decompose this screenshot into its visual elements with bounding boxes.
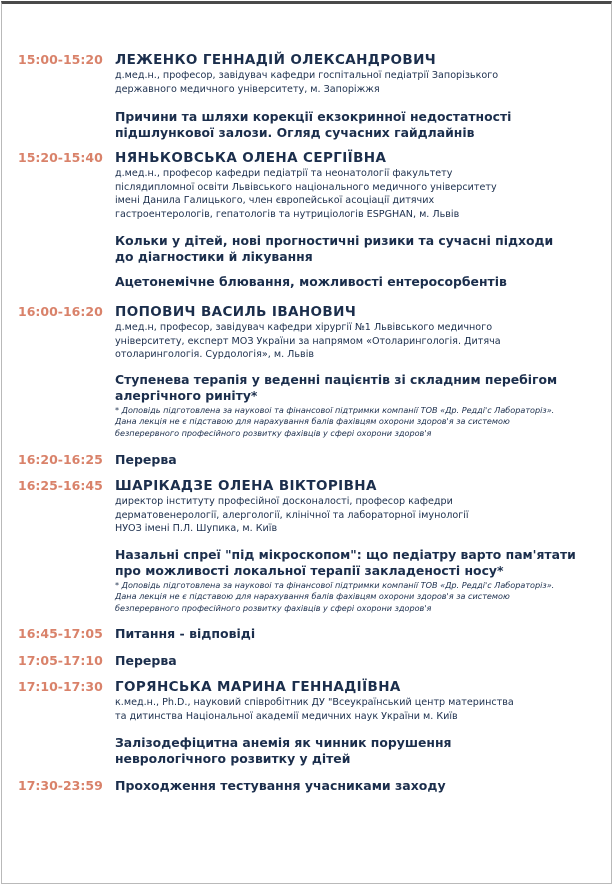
speaker-name: НЯНЬКОВСЬКА ОЛЕНА СЕРГІЇВНА <box>115 150 387 166</box>
time-slot: 17:05-17:10 <box>18 653 103 668</box>
time-slot: 16:00-16:20 <box>18 304 103 319</box>
desc-line: імені Данила Галицького, член європейської асоціації дитячих <box>115 195 435 206</box>
event-label: Питання - відповіді <box>115 626 256 641</box>
desc-line: отоларингологія. Сурдологія», м. Львів <box>115 349 315 360</box>
event-label: Перерва <box>115 653 177 668</box>
entry-content <box>115 778 603 794</box>
time-slot: 15:20-15:40 <box>18 150 103 165</box>
talk-title <box>115 233 603 265</box>
talk-line: до діагностики й лікування <box>115 249 313 264</box>
desc-line: дерматовенерології, алергології, клінічної та лабораторної імунології <box>115 509 469 521</box>
talk-title <box>115 735 603 767</box>
desc-line: післядипломної освіти Львівського національного медичного університету <box>115 181 497 193</box>
entry-content <box>115 478 603 614</box>
desc-line: державного медичного університету, м. Запоріжжя <box>115 83 380 95</box>
speaker-name: ЛЕЖЕНКО ГЕННАДІЙ ОЛЕКСАНДРОВИЧ <box>115 52 437 68</box>
desc-line: гастроентерологів, гепатологів та нутриціологів ESPGHAN, м. Львів <box>115 208 460 220</box>
talk-line: Причини та шляхи корекції екзокринної недостатності <box>115 109 512 124</box>
entry-content <box>115 150 603 290</box>
time-slot: 15:00-15:20 <box>18 52 103 67</box>
talk-title <box>115 109 603 141</box>
talk-line: про можливості локальної терапії закладеності носу* <box>115 562 504 578</box>
talk-line: Ацетонемічне блювання, можливості ентеросорбентів <box>115 274 507 289</box>
entry-content <box>115 626 603 642</box>
event-label: Перерва <box>115 452 177 467</box>
speaker-description <box>115 321 603 362</box>
desc-line: та дитинства Національної академії медичних наук України м. Київ <box>115 710 458 722</box>
talk-line: Залізодефіцитна анемія як чинник порушення <box>115 735 452 750</box>
desc-line: НУОЗ імені П.Л. Шупика, м. Київ <box>115 523 278 534</box>
sponsorship-note <box>115 580 603 615</box>
speaker-name: ПОПОВИЧ ВАСИЛЬ ІВАНОВИЧ <box>115 304 357 320</box>
speaker-description <box>115 69 603 96</box>
speaker-description <box>115 495 603 536</box>
entry-content <box>115 52 603 141</box>
entry-content <box>115 679 603 767</box>
time-slot: 16:20-16:25 <box>18 452 103 467</box>
talk-line: неврологічного розвитку у дітей <box>115 751 351 766</box>
talk-line: підшлункової залози. Огляд сучасних гайдлайнів <box>115 125 475 140</box>
talk-title <box>115 547 603 579</box>
speaker-description <box>115 696 603 723</box>
talk-title <box>115 372 603 404</box>
speaker-description <box>115 167 603 221</box>
talk-line: Кольки у дітей, нові прогностичні ризики та сучасні підходи <box>115 233 554 248</box>
talk-title <box>115 274 603 290</box>
desc-line: директор інституту професійної досконалості, професор кафедри <box>115 496 453 507</box>
talk-line: Назальні спреї "під мікроскопом": що педіатру варто пам'ятати <box>115 546 576 562</box>
note-line: безперервного професійного розвитку фахівців у сфері охорони здоров'я <box>115 602 432 613</box>
event-label: Проходження тестування учасниками заходу <box>115 778 446 793</box>
desc-line: д.мед.н., професор кафедри педіатрії та неонатології факультету <box>115 168 453 179</box>
talk-line: алергічного риніту* <box>115 387 258 403</box>
desc-line: д.мед.н., професор, завідувач кафедри госпітальної педіатрії Запорізького <box>115 70 499 81</box>
note-line: безперервного професійного розвитку фахівців у сфері охорони здоров'я <box>115 427 432 438</box>
desc-line: д.мед.н, професор, завідувач кафедри хірургії №1 Львівського медичного <box>115 322 493 333</box>
entry-content <box>115 653 603 669</box>
note-line: * Доповідь підготовлена за науковоі та фінансової підтримки компанії ТОВ «Др. Редді'с Лабораторіз». <box>115 579 555 590</box>
note-line: Дана лекція не є підставою для нарахування балів фахівцям охорони здоров'я за системою <box>115 416 510 426</box>
entry-content <box>115 304 603 439</box>
time-slot: 17:30-23:59 <box>18 778 103 793</box>
entry-content <box>115 452 603 468</box>
time-slot: 17:10-17:30 <box>18 679 103 694</box>
speaker-name: ГОРЯНСЬКА МАРИНА ГЕННАДІЇВНА <box>115 679 401 695</box>
speaker-name: ШАРІКАДЗЕ ОЛЕНА ВІКТОРІВНА <box>115 478 377 494</box>
desc-line: к.мед.н., Ph.D., науковий співробітник ДУ "Всеукраїнський центр материнства <box>115 697 514 708</box>
sponsorship-note <box>115 405 603 440</box>
time-slot: 16:45-17:05 <box>18 626 103 641</box>
note-line: * Доповідь підготовлена за науковоі та фінансової підтримки компанії ТОВ «Др. Редді'с Лабораторіз». <box>115 404 555 415</box>
note-line: Дана лекція не є підставою для нарахування балів фахівцям охорони здоров'я за системою <box>115 591 510 601</box>
desc-line: університету, експерт МОЗ України за напрямом «Отоларингологія. Дитяча <box>115 335 501 347</box>
talk-line: Ступенева терапія у веденні пацієнтів зі складним перебігом <box>115 371 558 387</box>
time-slot: 16:25-16:45 <box>18 478 103 493</box>
